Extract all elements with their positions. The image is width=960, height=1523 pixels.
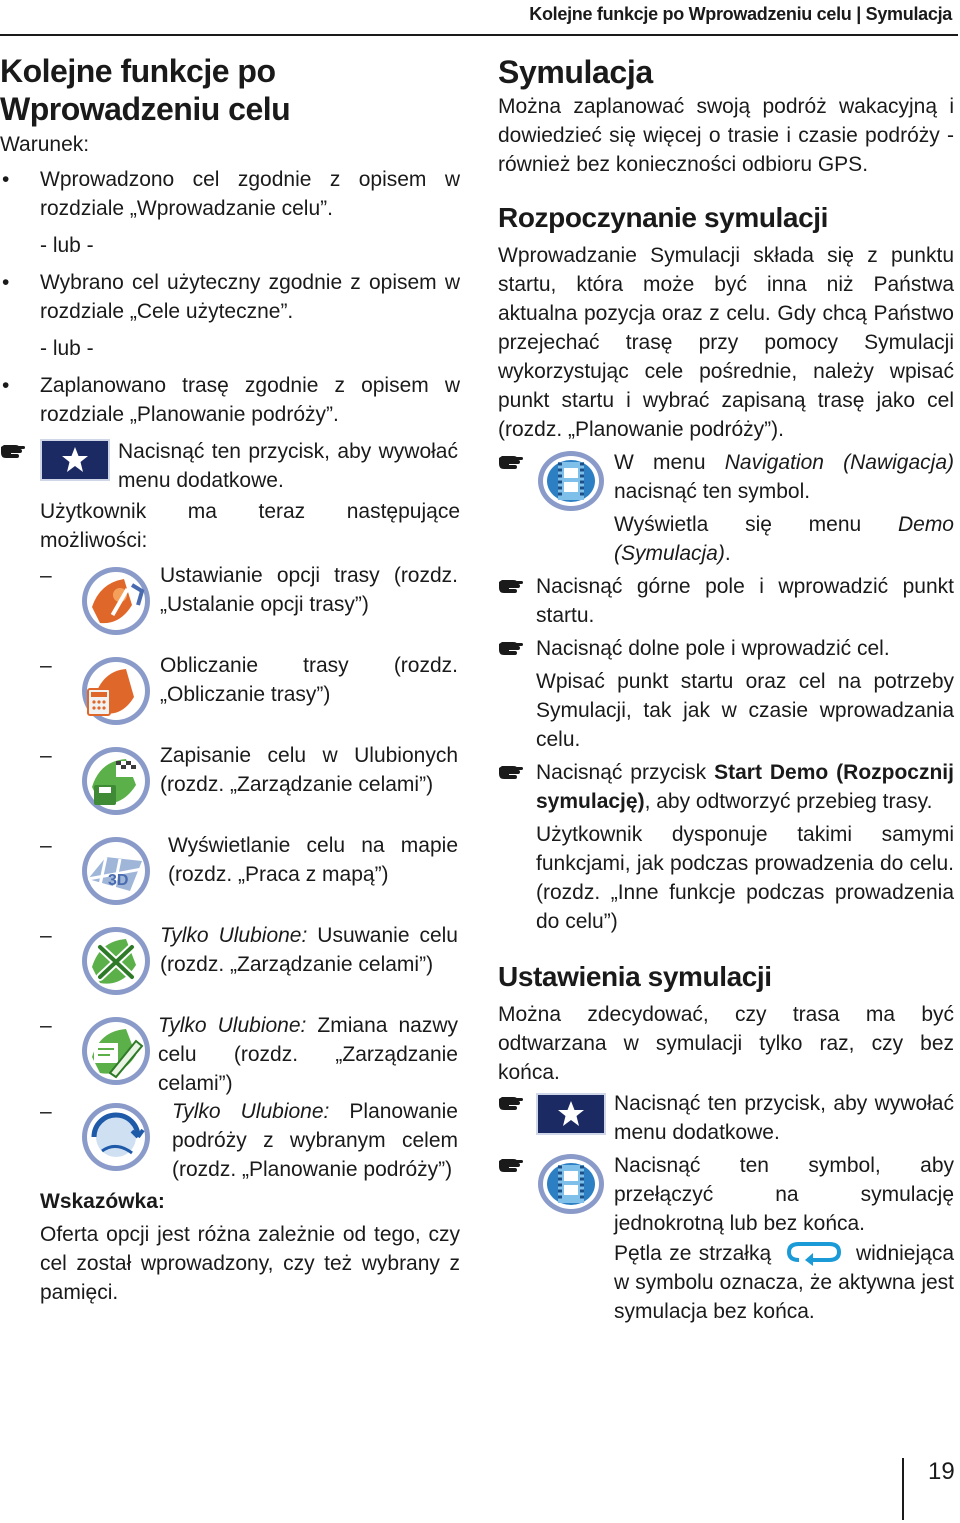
bullet-item: • Zaplanowano trasę zgodnie z opisem w rozdziale „Planowanie podróży”. [2,374,460,426]
hand-pointer-icon [498,638,524,656]
page-number: 19 [928,1458,955,1485]
option-item: – Tylko Ulubione: Usuwanie celu (rozdz. „Zarządzanie celami”) [0,921,460,1011]
settings-step-menu [498,1089,954,1149]
hand-pointer-icon [0,441,26,459]
simulation-settings-title: Ustawienia symulacji [498,961,772,992]
left-column [0,52,460,1307]
demo-film-icon[interactable] [536,450,606,512]
hand-pointer-icon [498,576,524,594]
option-italic-label: Tylko Ulubione: [172,1100,330,1123]
user-options-intro: Użytkownik ma teraz następujące możliwości: [40,500,460,552]
loop-note-part: widniejąca w symbolu oznacza, że aktywna jest symulacja bez końca. [614,1242,954,1323]
save-favourite-icon[interactable] [80,745,152,817]
option-item: – Tylko Ulubione: Zmiana nazwy celu (rozdz. „Zarządzanie celami”) [0,1011,460,1101]
section-title [0,52,460,128]
option-italic-label: Tylko Ulubione: [158,1014,307,1037]
option-text: Obliczanie trasy (rozdz. „Obliczanie trasy”) [160,654,458,706]
step-text-part: nacisnąć ten symbol. [614,480,811,503]
step-text: Nacisnąć górne pole i wprowadzić punkt startu. [536,575,954,627]
loop-note [498,1239,954,1326]
star-icon [556,1099,586,1129]
star-icon [60,445,90,475]
bullet-text: Zaplanowano trasę zgodnie z opisem w rozdziale „Planowanie podróży”. [40,374,460,426]
footer-divider [902,1458,904,1520]
option-item: – Zapisanie celu w Ulubionych (rozdz. „Zarządzanie celami”) [0,741,460,831]
result-text-part: . [724,542,731,565]
menu-name-demo: Demo (Symulacja) [614,513,954,565]
step-text-part: W menu [614,451,725,474]
start-simulation-title: Rozpoczynanie symulacji [498,202,829,233]
start-simulation-text: Wprowadzanie Symulacji składa się z punktu startu, która może być inna niż Państwa aktualna pozycja oraz z celu. Gdy chcą Państwo przejechać trasę przy pomocy Symulacji wykorzystując cele pośrednie, należy wpisać punkt startu i wybrać zapisaną trasę jako cel (rozdz. „Planowanie podróży”). [498,244,954,441]
option-text [158,1011,458,1098]
delete-favourite-icon[interactable] [80,925,152,997]
option-text-body: Planowanie podróży z wybranym celem (rozdz. „Planowanie podróży”) [172,1100,458,1181]
option-item: – Tylko Ulubione: Planowanie podróży z wybranym celem (rozdz. „Planowanie podróży”) [0,1097,460,1187]
option-text-body: Zmiana nazwy celu (rozdz. „Zarządzanie celami”) [158,1014,458,1095]
running-title: Kolejne funkcje po Wprowadzeniu celu | Symulacja [529,4,952,24]
settings-step-toggle [498,1151,954,1239]
menu-name-navigation: Navigation (Nawigacja) [724,451,954,474]
extra-menu-star-button[interactable] [536,1093,606,1135]
extra-menu-star-button[interactable] [40,439,110,481]
or-separator: - lub - [40,234,94,257]
svg-text:3D: 3D [108,872,129,889]
step-start-demo-note: Użytkownik dysponuje takimi samymi funkcjami, jak podczas prowadzenia do celu. (rozdz. „Inne funkcje podczas prowadzenia do celu”) [536,823,954,933]
start-demo-button-label: Start Demo (Rozpocznij symulację) [536,761,954,813]
step-navigation-text [614,448,954,506]
tip-text: Oferta opcji jest różna zależnie od tego, czy cel został wprowadzony, czy też wybrany z pamięci. [40,1223,460,1304]
or-separator: - lub - [40,337,94,360]
section-title-line2: Wprowadzeniu celu [0,91,291,127]
loop-note-part: Pętla ze strzałką [614,1242,772,1265]
option-italic-label: Tylko Ulubione: [160,924,308,947]
option-text: Zapisanie celu w Ulubionych (rozdz. „Zarządzanie celami”) [160,744,458,796]
map-view-icon[interactable] [80,835,152,907]
simulation-settings-text: Można zdecydować, czy trasa ma być odtwarzana w symulacji tylko raz, czy bez końca. [498,1003,954,1084]
press-menu-step [0,437,460,497]
result-text-part: Wyświetla się menu [614,513,898,536]
option-item: – Obliczanie trasy (rozdz. „Obliczanie trasy”) [0,651,460,741]
hand-pointer-icon [498,1155,524,1173]
option-text [160,921,458,979]
step-destination-note: Wpisać punkt startu oraz cel na potrzeby Symulacji, tak jak w czasie wprowadzania celu. [536,670,954,751]
option-item: – Ustawianie opcji trasy (rozdz. „Ustalanie opcji trasy”) [0,561,460,651]
right-column [498,52,954,1326]
hand-pointer-icon [498,452,524,470]
option-text: Wyświetlanie celu na mapie (rozdz. „Praca z mapą”) [168,834,458,886]
bullet-text: Wprowadzono cel zgodnie z opisem w rozdziale „Wprowadzanie celu”. [40,168,460,220]
step-text: Nacisnąć dolne pole i wprowadzić cel. [536,637,890,660]
bullet-text: Wybrano cel użyteczny zgodnie z opisem w rozdziale „Cele użyteczne”. [40,271,460,323]
rename-favourite-icon[interactable] [80,1015,152,1087]
step-text-part: , aby odtworzyć przebieg trasy. [644,790,933,813]
step-text-part: Nacisnąć przycisk [536,761,715,784]
step-destination-field [498,634,954,663]
page-header [0,0,958,36]
simulation-title: Symulacja [498,54,653,90]
hand-pointer-icon [498,1093,524,1111]
step-start-demo [498,758,954,816]
step-start-field [498,572,954,630]
plan-trip-icon[interactable] [80,1101,152,1173]
bullet-item: • Wprowadzono cel zgodnie z opisem w rozdziale „Wprowadzanie celu”. [2,168,460,220]
option-text-body: Usuwanie celu (rozdz. „Zarządzanie celami”) [160,924,458,976]
settings-step-menu-text: Nacisnąć ten przycisk, aby wywołać menu dodatkowe. [614,1092,954,1144]
settings-step-toggle-text: Nacisnąć ten symbol, aby przełączyć na symulację jednokrotną lub bez końca. [614,1154,954,1235]
hand-pointer-icon [498,762,524,780]
loop-arrow-icon [785,1240,843,1266]
simulation-intro: Można zaplanować swoją podróż wakacyjną i dowiedzieć się więcej o trasie i czasie podróży - również bez konieczności odbioru GPS. [498,95,954,176]
option-text: Ustawianie opcji trasy (rozdz. „Ustalanie opcji trasy”) [160,564,458,616]
loop-film-icon[interactable] [536,1153,606,1215]
section-title-line1: Kolejne funkcje po [0,53,276,89]
option-item: – 3D Wyświetlanie celu na mapie (rozdz. „Praca z mapą”) [0,831,460,921]
step-navigation-symbol [498,448,954,510]
step-navigation-result [498,510,954,568]
condition-label: Warunek: [0,133,90,156]
route-options-icon[interactable] [80,565,152,637]
calculate-route-icon[interactable] [80,655,152,727]
tip-label: Wskazówka: [40,1190,165,1213]
option-text [172,1097,458,1184]
press-menu-text: Nacisnąć ten przycisk, aby wywołać menu dodatkowe. [118,440,458,492]
bullet-item: • Wybrano cel użyteczny zgodnie z opisem w rozdziale „Cele użyteczne”. [2,271,460,323]
